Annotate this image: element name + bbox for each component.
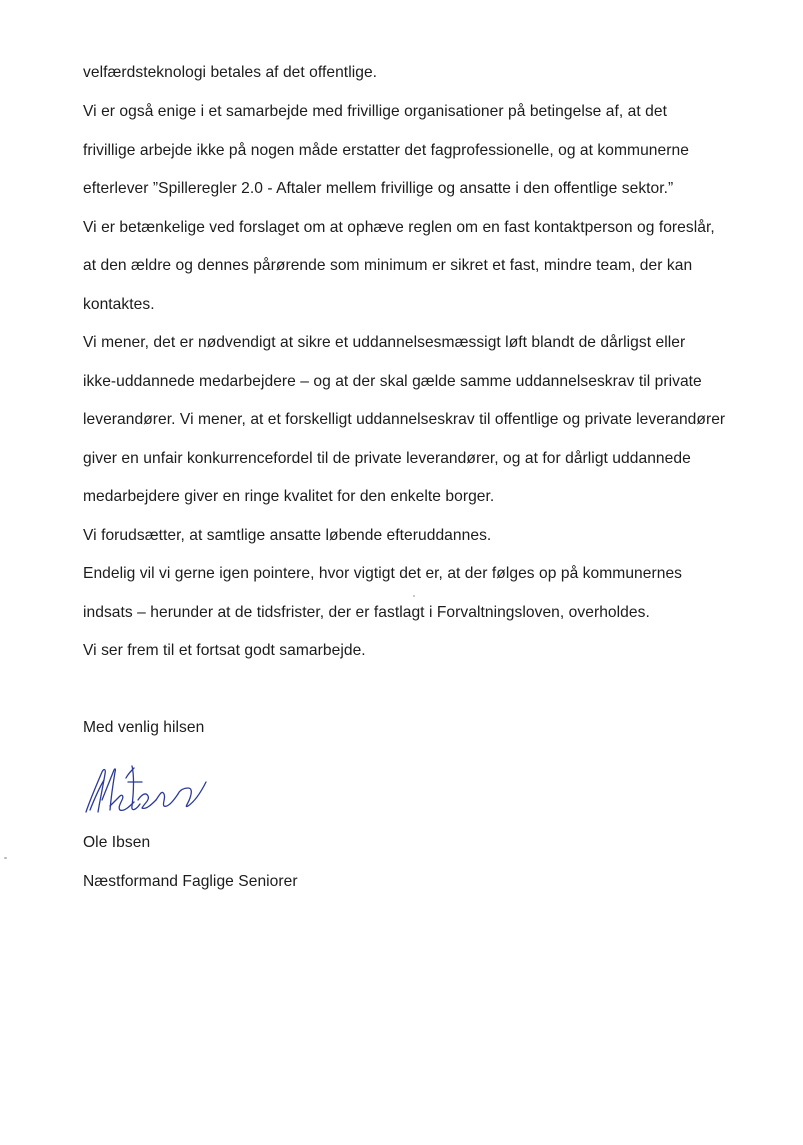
closing-greeting: Med venlig hilsen xyxy=(83,719,205,736)
body-line: Vi er betænkelige ved forslaget om at ophæve reglen om en fast kontaktperson og foreslår, xyxy=(83,219,715,236)
body-line: kontaktes. xyxy=(83,296,155,313)
signer-title: Næstformand Faglige Seniorer xyxy=(83,873,298,890)
body-line: medarbejdere giver en ringe kvalitet for den enkelte borger. xyxy=(83,488,495,505)
handwritten-signature xyxy=(80,760,210,820)
scan-speck xyxy=(413,595,415,597)
body-line: Vi forudsætter, at samtlige ansatte løbende efteruddannes. xyxy=(83,527,492,544)
body-line: Endelig vil vi gerne igen pointere, hvor vigtigt det er, at der følges op på kommunernes xyxy=(83,565,683,582)
body-line: Vi mener, det er nødvendigt at sikre et uddannelsesmæssigt løft blandt de dårligst eller xyxy=(83,334,686,351)
signer-name: Ole Ibsen xyxy=(83,834,151,851)
body-line: leverandører. Vi mener, at et forskelligt uddannelseskrav til offentlige og private leverandører xyxy=(83,411,726,428)
body-line: at den ældre og dennes pårørende som minimum er sikret et fast, mindre team, der kan xyxy=(83,257,693,274)
body-line: ikke-uddannede medarbejdere – og at der skal gælde samme uddannelseskrav til private xyxy=(83,373,702,390)
body-line: velfærdsteknologi betales af det offentlige. xyxy=(83,64,378,81)
body-line: giver en unfair konkurrencefordel til de private leverandører, og at for dårligt uddannede xyxy=(83,450,691,467)
body-line: Vi er også enige i et samarbejde med frivillige organisationer på betingelse af, at det xyxy=(83,103,667,120)
body-line: Vi ser frem til et fortsat godt samarbejde. xyxy=(83,642,366,659)
body-line: indsats – herunder at de tidsfrister, der er fastlagt i Forvaltningsloven, overholdes. xyxy=(83,604,650,621)
body-line: frivillige arbejde ikke på nogen måde erstatter det fagprofessionelle, og at kommunerne xyxy=(83,142,689,159)
scan-speck xyxy=(4,857,7,859)
body-line: efterlever ”Spilleregler 2.0 - Aftaler mellem frivillige og ansatte i den offentlige sektor.” xyxy=(83,180,674,197)
